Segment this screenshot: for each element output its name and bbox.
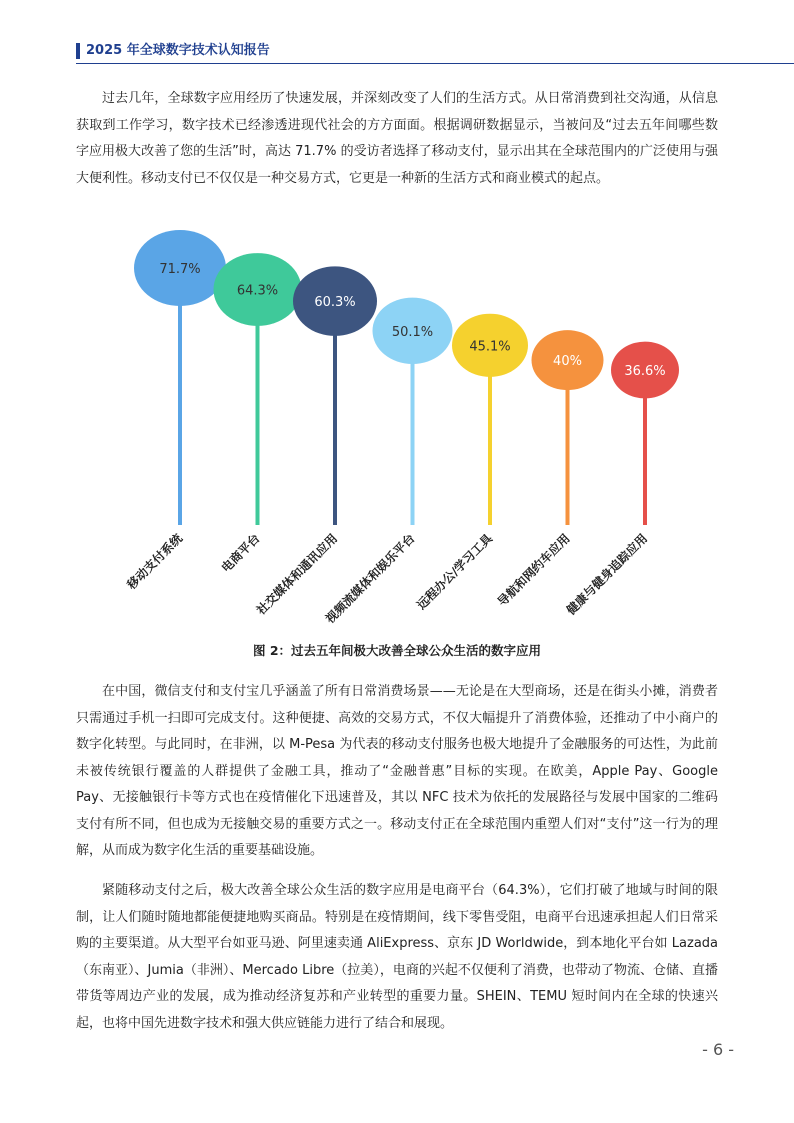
value-label: 40% bbox=[553, 354, 582, 370]
category-label: 电商平台 bbox=[218, 531, 263, 576]
value-label: 60.3% bbox=[314, 295, 356, 311]
value-label: 45.1% bbox=[469, 339, 511, 355]
category-label: 健康与健身追踪应用 bbox=[563, 531, 651, 618]
header-title: 2025 年全球数字技术认知报告 bbox=[86, 43, 270, 58]
category-label: 视频流媒体和娱乐平台 bbox=[322, 531, 418, 626]
category-label: 远程办公/学习工具 bbox=[414, 531, 496, 613]
category-label: 移动支付系统 bbox=[124, 531, 186, 593]
page-header bbox=[76, 42, 794, 68]
page-number: - 6 - bbox=[702, 1040, 734, 1059]
value-label: 64.3% bbox=[236, 283, 279, 299]
value-label: 50.1% bbox=[391, 324, 434, 340]
ecommerce-paragraph: 紧随移动支付之后，极大改善全球公众生活的数字应用是电商平台（64.3%），它们打破了地域与时间的限制，让人们随时随地都能便捷地购买商品。特别是在疫情期间，线下零售受阻，电商平台迅速承担起人们日常采购的主要渠道。从大型平台如亚马逊、阿里速卖通 AliExpress、京东 JD Worldwide，到本地化平台如 Lazada（东南亚）、Jumia（非洲）、Mercado Libre（拉美），电商的兴起不仅便利了消费，也带动了物流、仓储、直播带货等周边产业的发展，成为推动经济复苏和产业转型的重要力量。SHEIN、TEMU 短时间内在全球的快速兴起，也将中国先进数字技术和强大供应链能力进行了结合和展现。 bbox=[76, 883, 718, 1031]
value-label: 36.6% bbox=[624, 364, 666, 379]
mobile-payment-paragraph: 在中国，微信支付和支付宝几乎涵盖了所有日常消费场景——无论是在大型商场，还是在街头小摊，消费者只需通过手机一扫即可完成支付。这种便捷、高效的交易方式，不仅大幅提升了消费体验，还推动了中小商户的数字化转型。与此同时，在非洲，以 M-Pesa 为代表的移动支付服务也极大地提升了金融服务的可达性，为此前未被传统银行覆盖的人群提供了金融工具，推动了“金融普惠”目标的实现。在欧美，Apple Pay、Google Pay、无接触银行卡等方式也在疫情催化下迅速普及，其以 NFC 技术为依托的发展路径与发展中国家的二维码支付有所不同，但也成为无接触交易的重要方式之一。移动支付正在全球范围内重塑人们对“支付”这一行为的理解，从而成为数字化生活的重要基础设施。 bbox=[76, 684, 718, 858]
intro-paragraph: 过去几年，全球数字应用经历了快速发展，并深刻改变了人们的生活方式。从日常消费到社交沟通，从信息获取到工作学习，数字技术已经渗透进现代社会的方方面面。根据调研数据显示，当被问及“过去五年间哪些数字应用极大改善了您的生活”时，高达 71.7% 的受访者选择了移动支付，显示出其在全球范围内的广泛使用与强大便利性。移动支付已不仅仅是一种交易方式，它更是一种新的生活方式和商业模式的起点。 bbox=[76, 91, 718, 186]
header-divider bbox=[76, 63, 794, 64]
category-label: 社交媒体和通讯应用 bbox=[253, 531, 341, 618]
header-accent-bar bbox=[76, 43, 80, 59]
figure-caption: 图 2：过去五年间极大改善全球公众生活的数字应用 bbox=[252, 643, 542, 658]
value-label: 71.7% bbox=[159, 262, 201, 277]
category-label: 导航和网约车应用 bbox=[494, 531, 573, 610]
lollipop-chart bbox=[76, 220, 718, 635]
